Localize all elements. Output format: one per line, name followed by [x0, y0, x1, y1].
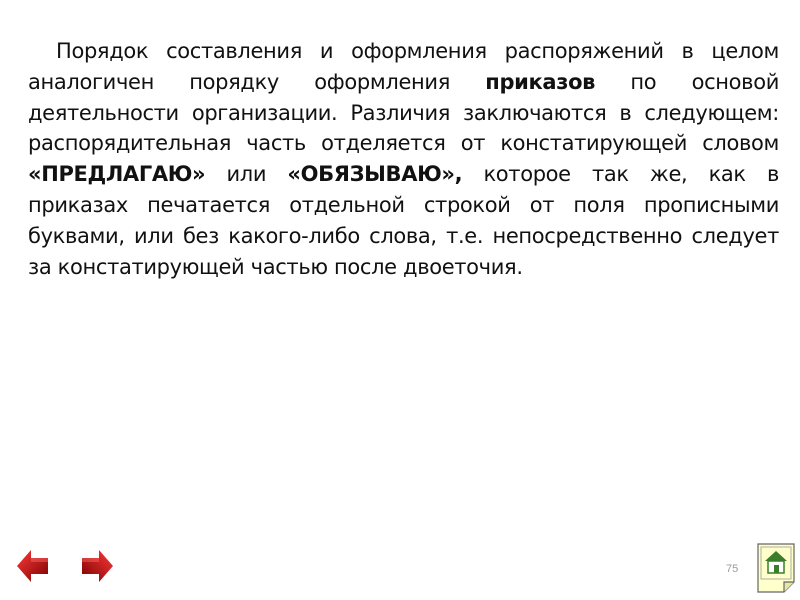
paragraph-bold-obyazyvayu: «ОБЯЗЫВАЮ»,: [287, 162, 463, 187]
previous-slide-button[interactable]: [16, 548, 50, 584]
paragraph-text-2: по основой деятельности организации. Различия заключаются в следующем: распорядительная часть отделяется от констатирующей словом: [28, 69, 779, 156]
arrow-right-icon: [80, 548, 114, 584]
slide-number: 75: [726, 563, 739, 575]
arrow-left-icon: [16, 548, 50, 584]
paragraph-bold-predlagayu: «ПРЕДЛАГАЮ»: [28, 162, 206, 187]
paragraph-bold-prikazov: приказов: [485, 69, 596, 94]
paragraph-text-4: которое так же, как в приказах печатается отдельной строкой от поля прописными буквами, или без какого-либо слова, т.е. непосредственно следует за констатирующей частью после двоеточия.: [28, 162, 779, 279]
next-slide-button[interactable]: [80, 548, 114, 584]
paragraph-text-3: или: [205, 162, 288, 187]
slide-paragraph: [28, 36, 779, 282]
home-icon: [756, 542, 796, 594]
paragraph-text-1: Порядок составления и оформления распоряжений в целом аналогичен порядку оформления: [28, 39, 779, 94]
home-button[interactable]: [756, 542, 796, 594]
